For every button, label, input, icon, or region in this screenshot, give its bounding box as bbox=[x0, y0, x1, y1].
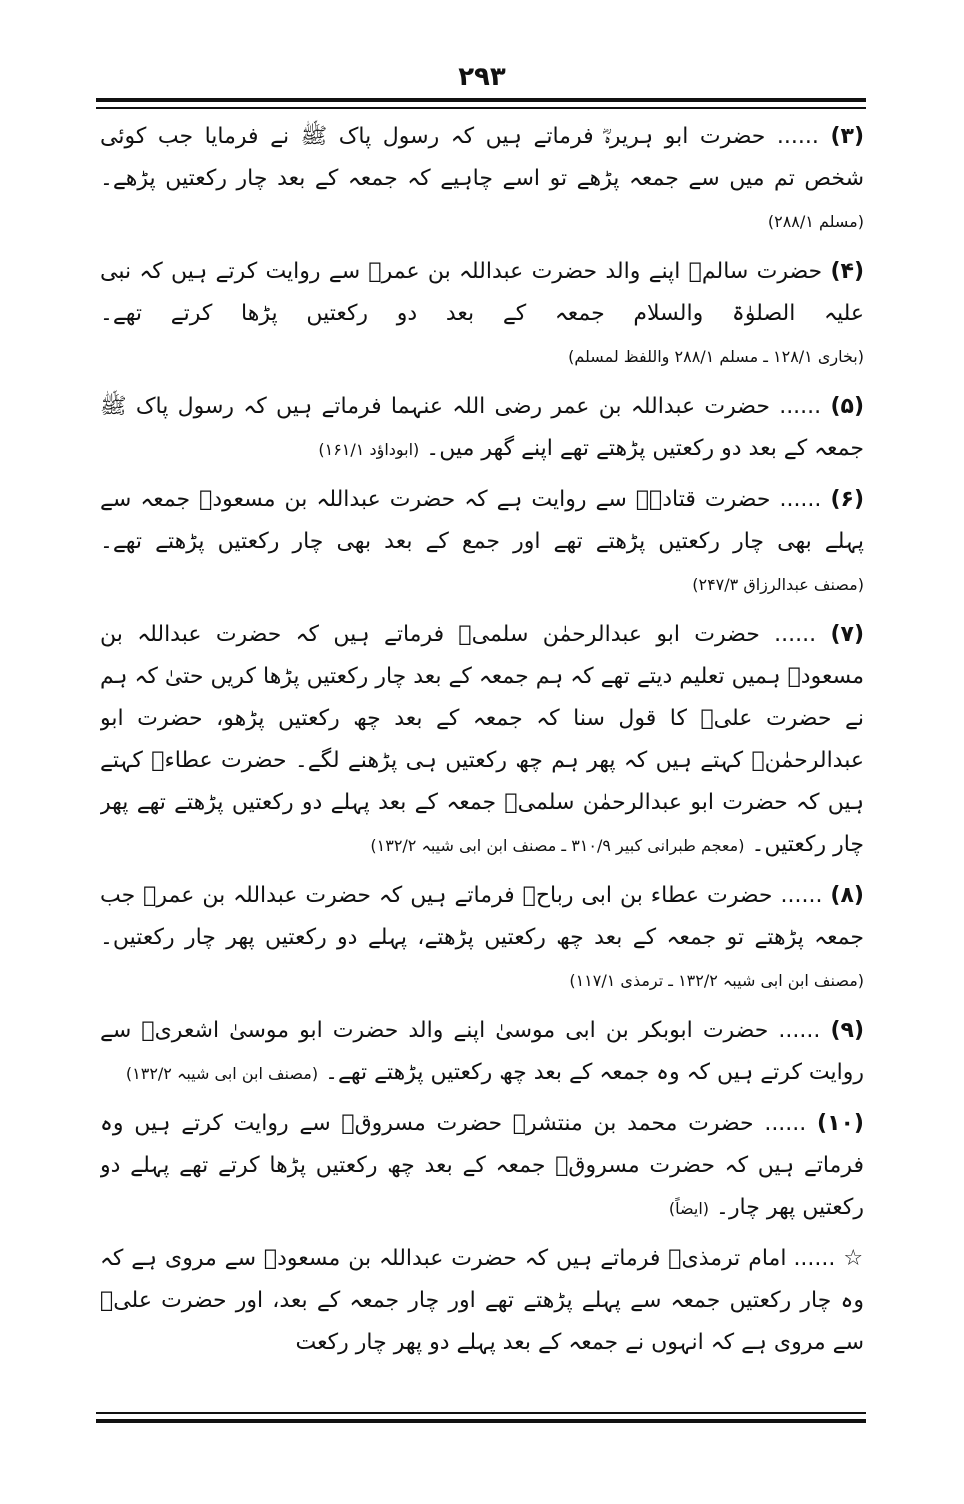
paragraph-text: ...... حضرت ابو عبدالرحمٰن سلمیؒ فرماتے ہیں کہ حضرت عبداللہ بن مسعودؓ ہمیں تعلیم دیتے تھے کہ ہم جمعہ کے بعد چار رکعتیں پڑھا کریں حتیٰ کہ ہم نے حضرت علیؓ کا قول سنا کہ جمعہ کے بعد چھ رکعتیں پڑھو، حضرت ابو عبدالرحمٰنؒ کہتے ہیں کہ پھر ہم چھ رکعتیں ہی پڑھنے لگے۔ حضرت عطاءؒ کہتے ہیں کہ حضرت ابو عبدالرحمٰن سلمیؒ جمعہ کے بعد پہلے دو رکعتیں پڑھتے تھے پھر چار رکعتیں۔ bbox=[100, 622, 864, 857]
paragraph-reference: (بخاری ۱۲۸/۱ ـ مسلم ۲۸۸/۱ واللفظ لمسلم) bbox=[568, 347, 864, 366]
paragraph-reference: (مسلم ۲۸۸/۱) bbox=[767, 212, 864, 231]
header-rule-thin bbox=[96, 107, 866, 109]
hadith-paragraph-9 bbox=[100, 1010, 864, 1095]
paragraph-text: ...... امام ترمذیؒ فرماتے ہیں کہ حضرت عبداللہ بن مسعودؓ سے مروی ہے کہ وہ چار رکعتیں جمعہ سے پہلے پڑھتے تھے اور چار جمعہ کے بعد، اور حضرت علیؓ سے مروی ہے کہ انہوں نے جمعہ کے بعد پہلے دو پھر چار رکعت bbox=[100, 1246, 864, 1355]
paragraph-text: ...... حضرت عطاء بن ابی رباحؒ فرماتے ہیں کہ حضرت عبداللہ بن عمرؓ جب جمعہ پڑھتے تو جمعہ کے بعد چھ رکعتیں پڑھتے، پہلے دو رکعتیں پھر چار رکعتیں۔ bbox=[100, 883, 864, 950]
hadith-paragraph-10 bbox=[100, 1103, 864, 1230]
paragraph-number: (۵) bbox=[830, 394, 864, 419]
hadith-paragraph-5 bbox=[100, 386, 864, 471]
paragraph-text: ...... حضرت ابوبکر بن ابی موسیٰ اپنے والد حضرت ابو موسیٰ اشعریؓ سے روایت کرتے ہیں کہ وہ جمعہ کے بعد چھ رکعتیں پڑھتے تھے۔ bbox=[100, 1018, 864, 1085]
paragraph-reference: (مصنف ابن ابی شیبہ ۱۳۲/۲ ـ ترمذی ۱۱۷/۱) bbox=[569, 971, 864, 990]
paragraph-number: (۱۰) bbox=[817, 1111, 864, 1136]
paragraph-reference: (مصنف عبدالرزاق ۲۴۷/۳) bbox=[692, 575, 864, 594]
paragraph-number: (۷) bbox=[830, 622, 864, 647]
paragraph-text: ...... حضرت قتادہؒ سے روایت ہے کہ حضرت عبداللہ بن مسعودؓ جمعہ سے پہلے بھی چار رکعتیں پڑھتے تھے اور جمع کے بعد بھی چار رکعتیں پڑھتے تھے۔ bbox=[100, 487, 864, 554]
page-number: ۲۹۳ bbox=[458, 62, 506, 92]
page-body bbox=[100, 116, 864, 1396]
paragraph-number: (۴) bbox=[830, 259, 864, 284]
footer-rule-thick bbox=[96, 1419, 866, 1423]
hadith-paragraph-4 bbox=[100, 251, 864, 378]
paragraph-text: حضرت سالمؒ اپنے والد حضرت عبداللہ بن عمرؓ سے روایت کرتے ہیں کہ نبی علیہ الصلوٰۃ والسلام جمعہ کے بعد دو رکعتیں پڑھا کرتے تھے۔ bbox=[100, 259, 864, 326]
hadith-paragraph-7 bbox=[100, 614, 864, 867]
paragraph-number: (۳) bbox=[830, 124, 864, 149]
tirmidhi-note-paragraph bbox=[100, 1238, 864, 1364]
paragraph-reference: (معجم طبرانی کبیر ۳۱۰/۹ ـ مصنف ابن ابی شیبہ ۱۳۲/۲) bbox=[370, 836, 745, 855]
paragraph-reference: (مصنف ابن ابی شیبہ ۱۳۲/۲) bbox=[125, 1064, 319, 1083]
hadith-paragraph-8 bbox=[100, 875, 864, 1002]
hadith-paragraph-6 bbox=[100, 479, 864, 606]
paragraph-text: ...... حضرت عبداللہ بن عمر رضی اللہ عنہما فرماتے ہیں کہ رسول پاک ﷺ جمعہ کے بعد دو رکعتیں پڑھتے تھے اپنے گھر میں۔ bbox=[100, 394, 864, 461]
paragraph-reference: (ایضاً) bbox=[668, 1199, 710, 1218]
hadith-paragraph-3 bbox=[100, 116, 864, 243]
paragraph-number: (۸) bbox=[830, 883, 864, 908]
paragraph-reference: (ابوداؤد ۱۶۱/۱) bbox=[318, 440, 420, 459]
paragraph-text: ...... حضرت محمد بن منتشرؒ حضرت مسروقؒ سے روایت کرتے ہیں وہ فرماتے ہیں کہ حضرت مسروقؒ جمعہ کے بعد چھ رکعتیں پڑھا کرتے تھے پہلے دو رکعتیں پھر چار۔ bbox=[100, 1111, 864, 1220]
paragraph-number: (۶) bbox=[830, 487, 864, 512]
header-rule-thick bbox=[96, 98, 866, 102]
paragraph-text: ...... حضرت ابو ہریرہؓ فرماتے ہیں کہ رسول پاک ﷺ نے فرمایا جب کوئی شخص تم میں سے جمعہ پڑھے تو اسے چاہیے کہ جمعہ کے بعد چار رکعتیں پڑھے۔ bbox=[100, 124, 864, 191]
star-marker-icon: ☆ bbox=[843, 1246, 864, 1271]
paragraph-number: (۹) bbox=[830, 1018, 864, 1043]
footer-rule-thin bbox=[96, 1412, 866, 1414]
